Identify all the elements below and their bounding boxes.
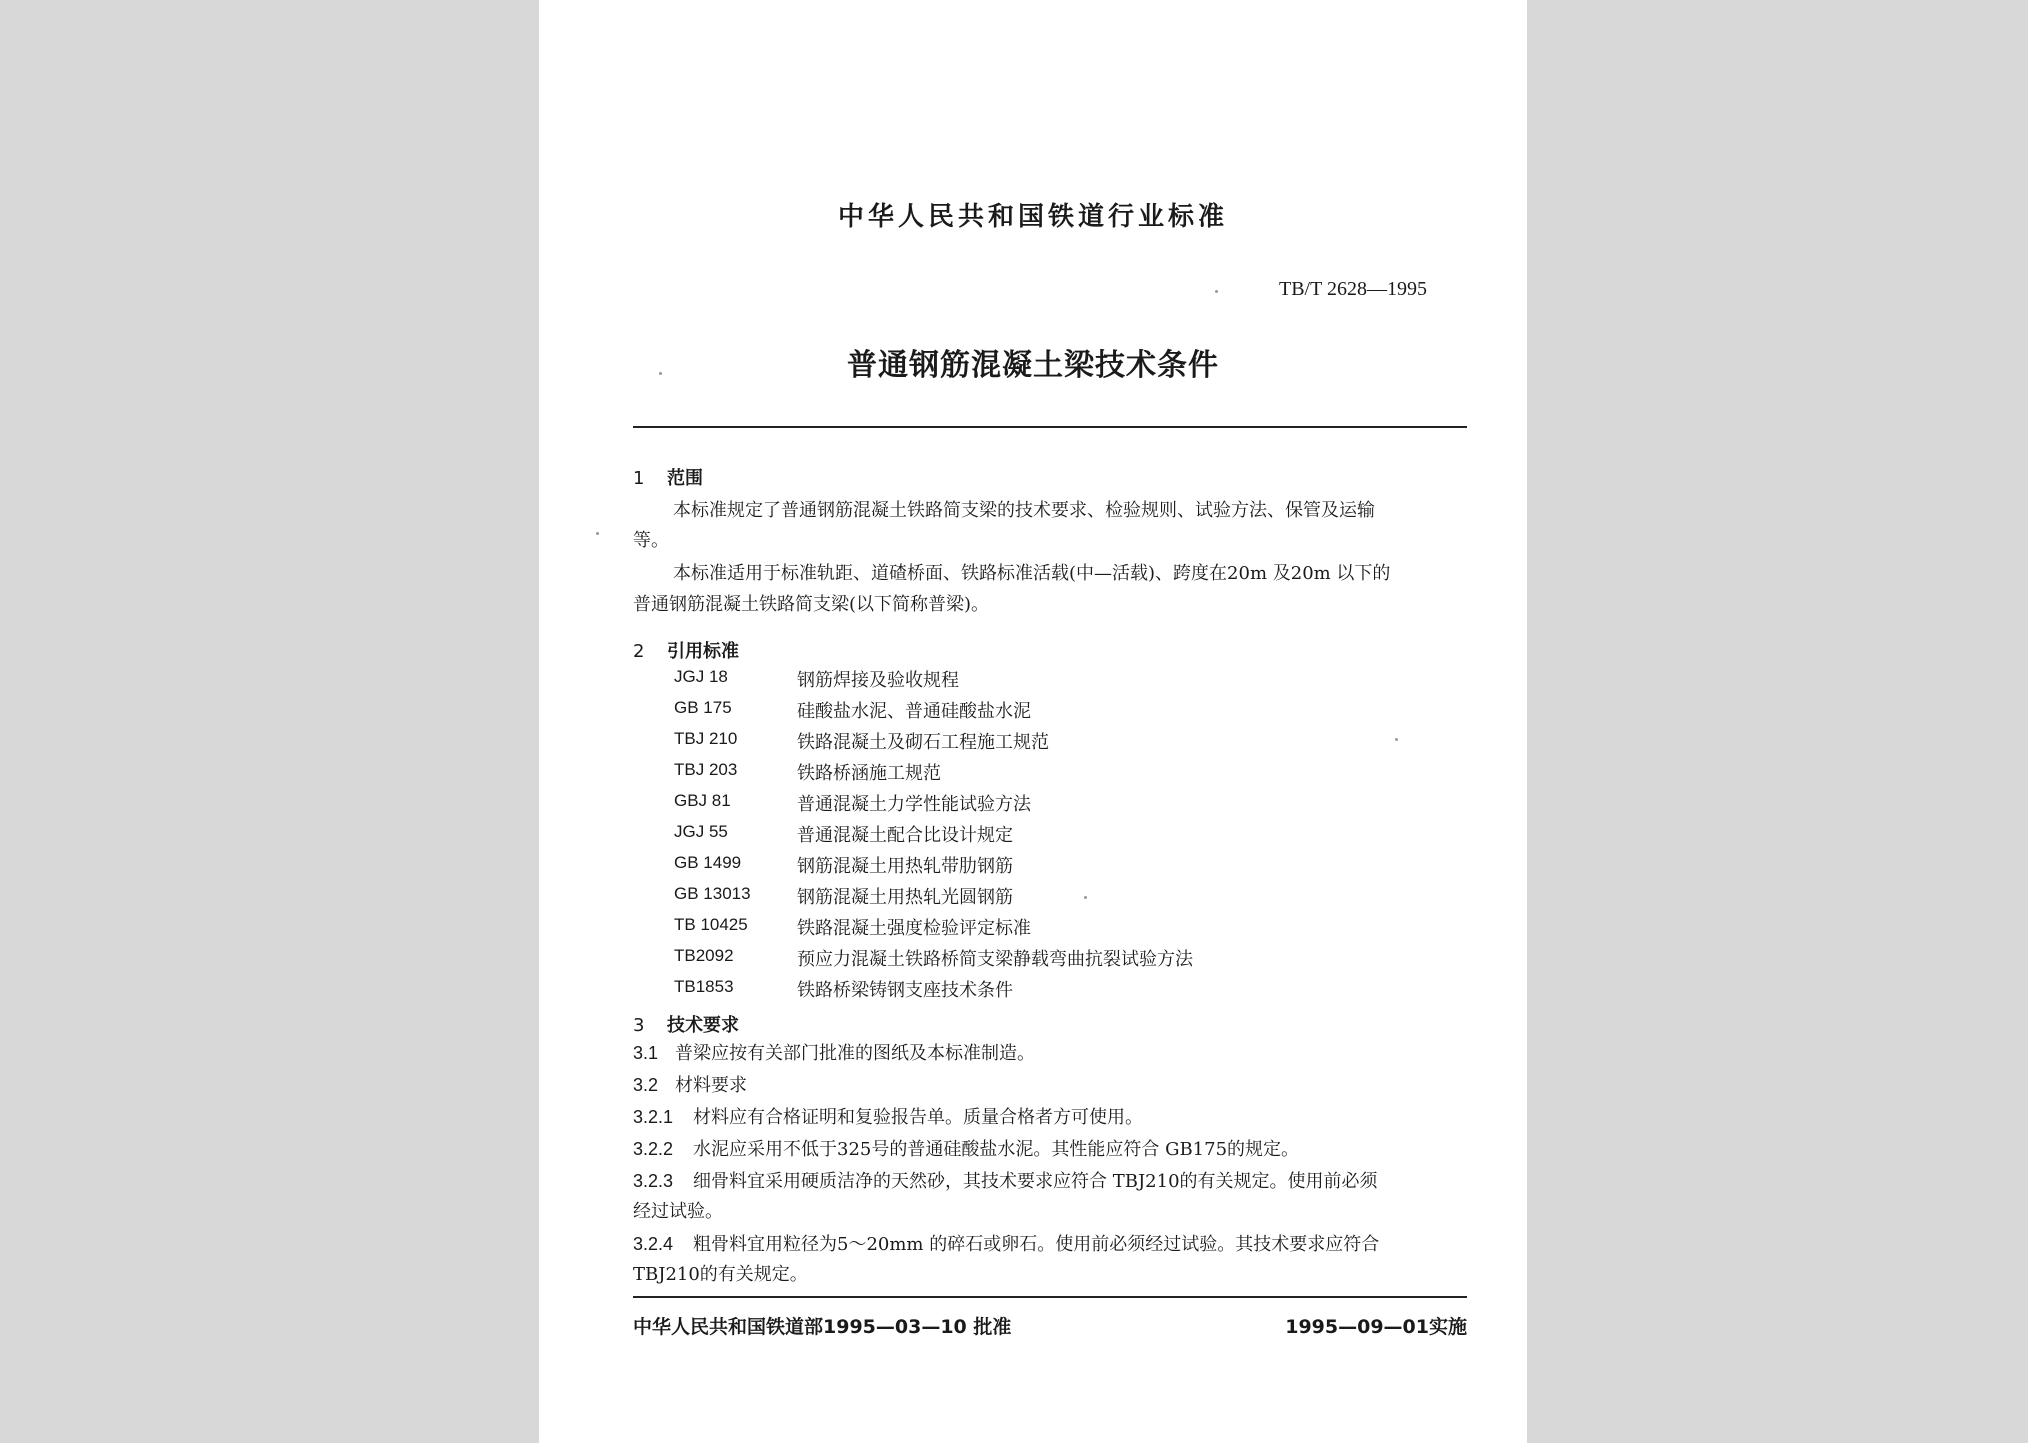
ref-code: JGJ 18 <box>674 667 728 686</box>
footer-divider <box>633 1296 1467 1298</box>
scan-speck <box>1084 896 1087 899</box>
clause-3-2-1 <box>633 1106 1143 1129</box>
clause-number: 3.2 <box>633 1075 659 1095</box>
section-3-heading <box>633 1011 739 1037</box>
clause-text: 细骨料宜采用硬质洁净的天然砂，其技术要求应符合 TBJ210的有关规定。使用前必须 <box>693 1171 1378 1192</box>
ref-code: TBJ 210 <box>674 729 738 748</box>
ref-code: JGJ 55 <box>674 822 728 841</box>
ref-code: GBJ 81 <box>674 791 731 810</box>
ref-name: 硅酸盐水泥、普通硅酸盐水泥 <box>797 701 1031 722</box>
standard-code: TB/T 2628—1995 <box>1279 278 1427 300</box>
clause-number: 3.2.3 <box>633 1171 674 1191</box>
ref-name: 钢筋混凝土用热轧光圆钢筋 <box>797 887 1013 908</box>
standard-header: 中华人民共和国铁道行业标准 <box>837 202 1228 232</box>
ref-name: 铁路混凝土强度检验评定标准 <box>797 918 1031 939</box>
ref-code: TBJ 203 <box>674 760 738 779</box>
section-number: 1 <box>633 468 645 489</box>
clause-text: 水泥应采用不低于325号的普通硅酸盐水泥。其性能应符合 GB175的规定。 <box>693 1139 1300 1160</box>
section-number: 2 <box>633 641 645 662</box>
scope-para-1-line-2: 等。 <box>633 530 669 551</box>
ref-code: TB 10425 <box>674 915 748 934</box>
section-2-heading <box>633 637 739 663</box>
section-title: 范围 <box>667 468 703 489</box>
ref-name: 预应力混凝土铁路桥简支梁静载弯曲抗裂试验方法 <box>797 949 1193 970</box>
clause-number: 3.2.4 <box>633 1234 674 1254</box>
scan-speck <box>659 372 662 375</box>
clause-text: 材料要求 <box>675 1075 747 1096</box>
scan-speck <box>596 532 599 535</box>
ref-name: 铁路混凝土及砌石工程施工规范 <box>797 732 1049 753</box>
clause-number: 3.2.2 <box>633 1139 674 1159</box>
scan-speck <box>1215 290 1218 293</box>
clause-text: 材料应有合格证明和复验报告单。质量合格者方可使用。 <box>693 1107 1143 1128</box>
clause-3-2-3 <box>633 1170 1378 1193</box>
ref-name: 普通混凝土配合比设计规定 <box>797 825 1013 846</box>
ref-code: TB1853 <box>674 977 734 996</box>
section-1-heading <box>633 464 703 490</box>
clause-3-2-2 <box>633 1138 1299 1161</box>
scope-para-2-line-2: 普通钢筋混凝土铁路简支梁(以下简称普梁)。 <box>633 594 990 615</box>
ref-name: 钢筋混凝土用热轧带肋钢筋 <box>797 856 1013 877</box>
title-divider <box>633 426 1467 428</box>
approval-line: 中华人民共和国铁道部1995—03—10 批准 <box>633 1316 1012 1338</box>
scope-para-1-line-1: 本标准规定了普通钢筋混凝土铁路简支梁的技术要求、检验规则、试验方法、保管及运输 <box>673 500 1375 521</box>
clause-3-2 <box>633 1074 747 1097</box>
section-number: 3 <box>633 1015 645 1036</box>
ref-code: GB 13013 <box>674 884 751 903</box>
clause-3-2-3-line-2: 经过试验。 <box>633 1201 723 1222</box>
scope-para-2-line-1: 本标准适用于标准轨距、道碴桥面、铁路标准活载(中—活载)、跨度在20m 及20m 以下的 <box>673 563 1391 584</box>
section-title: 技术要求 <box>667 1015 739 1036</box>
clause-text: 粗骨料宜用粒径为5～20mm 的碎石或卵石。使用前必须经过试验。其技术要求应符合 <box>693 1234 1380 1255</box>
clause-3-2-4-line-2: TBJ210的有关规定。 <box>633 1264 808 1285</box>
section-title: 引用标准 <box>667 641 739 662</box>
clause-3-1 <box>633 1042 1035 1065</box>
ref-name: 钢筋焊接及验收规程 <box>797 670 959 691</box>
clause-text: 普梁应按有关部门批准的图纸及本标准制造。 <box>675 1043 1035 1064</box>
ref-code: GB 1499 <box>674 853 742 872</box>
document-page <box>539 0 1527 1443</box>
ref-code: TB2092 <box>674 946 734 965</box>
ref-name: 普通混凝土力学性能试验方法 <box>797 794 1031 815</box>
effective-date: 1995—09—01实施 <box>1285 1316 1467 1338</box>
clause-3-2-4 <box>633 1233 1379 1256</box>
document-title: 普通钢筋混凝土梁技术条件 <box>847 348 1219 383</box>
ref-code: GB 175 <box>674 698 732 717</box>
clause-number: 3.1 <box>633 1043 659 1063</box>
scan-speck <box>1395 738 1398 741</box>
ref-name: 铁路桥涵施工规范 <box>797 763 941 784</box>
clause-number: 3.2.1 <box>633 1107 674 1127</box>
ref-name: 铁路桥梁铸钢支座技术条件 <box>797 980 1013 1001</box>
